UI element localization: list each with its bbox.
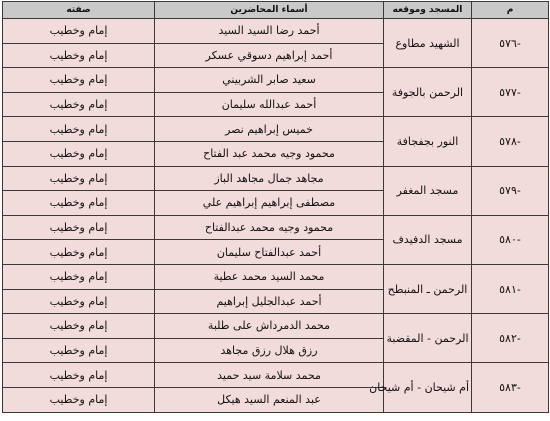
lecturer-role: إمام وخطيب bbox=[3, 19, 155, 44]
row-number: -٥٧٦ bbox=[472, 19, 549, 68]
lecturer-name: أحمد عبدالله سليمان bbox=[155, 92, 384, 117]
lecturer-name: محمد الدمرداش على طلبة bbox=[155, 314, 384, 339]
table-row bbox=[3, 363, 549, 388]
table-row bbox=[3, 117, 549, 142]
lecturer-role: إمام وخطيب bbox=[3, 314, 155, 339]
lecturer-name: سعيد صابر الشربيني bbox=[155, 68, 384, 93]
lecturer-role: إمام وخطيب bbox=[3, 387, 155, 412]
row-number: -٥٨١ bbox=[472, 264, 549, 313]
table-row bbox=[3, 166, 549, 191]
lecturer-role: إمام وخطيب bbox=[3, 240, 155, 265]
table-body bbox=[3, 19, 549, 413]
header-names: أسماء المحاضرين bbox=[155, 2, 384, 19]
mosque-cell: مسجد الدفيدف bbox=[384, 215, 472, 264]
row-number: -٥٧٧ bbox=[472, 68, 549, 117]
lecturer-role: إمام وخطيب bbox=[3, 68, 155, 93]
lecturer-name: أحمد عبدالفتاح سليمان bbox=[155, 240, 384, 265]
table-row bbox=[3, 215, 549, 240]
lecturer-name: محمد السيد محمد عطية bbox=[155, 264, 384, 289]
lecturer-role: إمام وخطيب bbox=[3, 43, 155, 68]
lecturer-role: إمام وخطيب bbox=[3, 191, 155, 216]
mosque-cell: الشهيد مطاوع bbox=[384, 19, 472, 68]
mosque-cell: الرحمن ـ المنبطح bbox=[384, 264, 472, 313]
row-number: -٥٨٣ bbox=[472, 363, 549, 412]
lecturer-name: محمد سلامة سيد حميد bbox=[155, 363, 384, 388]
lecturer-name: أحمد رضا السيد السيد bbox=[155, 19, 384, 44]
lecturer-name: أحمد إبراهيم دسوقي عسكر bbox=[155, 43, 384, 68]
lecturer-role: إمام وخطيب bbox=[3, 117, 155, 142]
table-row bbox=[3, 264, 549, 289]
lecturer-name: خميس إبراهيم نصر bbox=[155, 117, 384, 142]
lecturer-name: أحمد عبدالجليل إبراهيم bbox=[155, 289, 384, 314]
header-row bbox=[3, 2, 549, 19]
lecturer-name: رزق هلال رزق مجاهد bbox=[155, 338, 384, 363]
lecturers-table bbox=[2, 1, 549, 413]
row-number: -٥٧٩ bbox=[472, 166, 549, 215]
lecturer-role: إمام وخطيب bbox=[3, 264, 155, 289]
row-number: -٥٨٢ bbox=[472, 314, 549, 363]
header-mosque: المسجد وموقعه bbox=[384, 2, 472, 19]
lecturer-role: إمام وخطيب bbox=[3, 363, 155, 388]
lecturer-name: محمود وجيه محمد عبدالفتاح bbox=[155, 215, 384, 240]
lecturer-role: إمام وخطيب bbox=[3, 141, 155, 166]
mosque-cell: الرحمن - المقضبة bbox=[384, 314, 472, 363]
header-number: م bbox=[472, 2, 549, 19]
row-number: -٥٨٠ bbox=[472, 215, 549, 264]
table-row bbox=[3, 19, 549, 44]
lecturer-name: مجاهد جمال مجاهد الباز bbox=[155, 166, 384, 191]
header-role: صفته bbox=[3, 2, 155, 19]
lecturer-name: محمود وجيه محمد عبد الفتاح bbox=[155, 141, 384, 166]
lecturer-role: إمام وخطيب bbox=[3, 289, 155, 314]
lecturer-name: عبد المنعم السيد هيكل bbox=[155, 387, 384, 412]
mosque-cell: النور بجفجافة bbox=[384, 117, 472, 166]
lecturer-role: إمام وخطيب bbox=[3, 338, 155, 363]
mosque-cell: مسجد المغفر bbox=[384, 166, 472, 215]
lecturer-role: إمام وخطيب bbox=[3, 215, 155, 240]
table-row bbox=[3, 68, 549, 93]
mosque-cell: أم شيحان - أم شيحان bbox=[384, 363, 472, 412]
table-row bbox=[3, 314, 549, 339]
lecturer-name: مصطفى إبراهيم إبراهيم علي bbox=[155, 191, 384, 216]
mosque-cell: الرحمن بالجوفة bbox=[384, 68, 472, 117]
lecturer-role: إمام وخطيب bbox=[3, 166, 155, 191]
row-number: -٥٧٨ bbox=[472, 117, 549, 166]
lecturer-role: إمام وخطيب bbox=[3, 92, 155, 117]
